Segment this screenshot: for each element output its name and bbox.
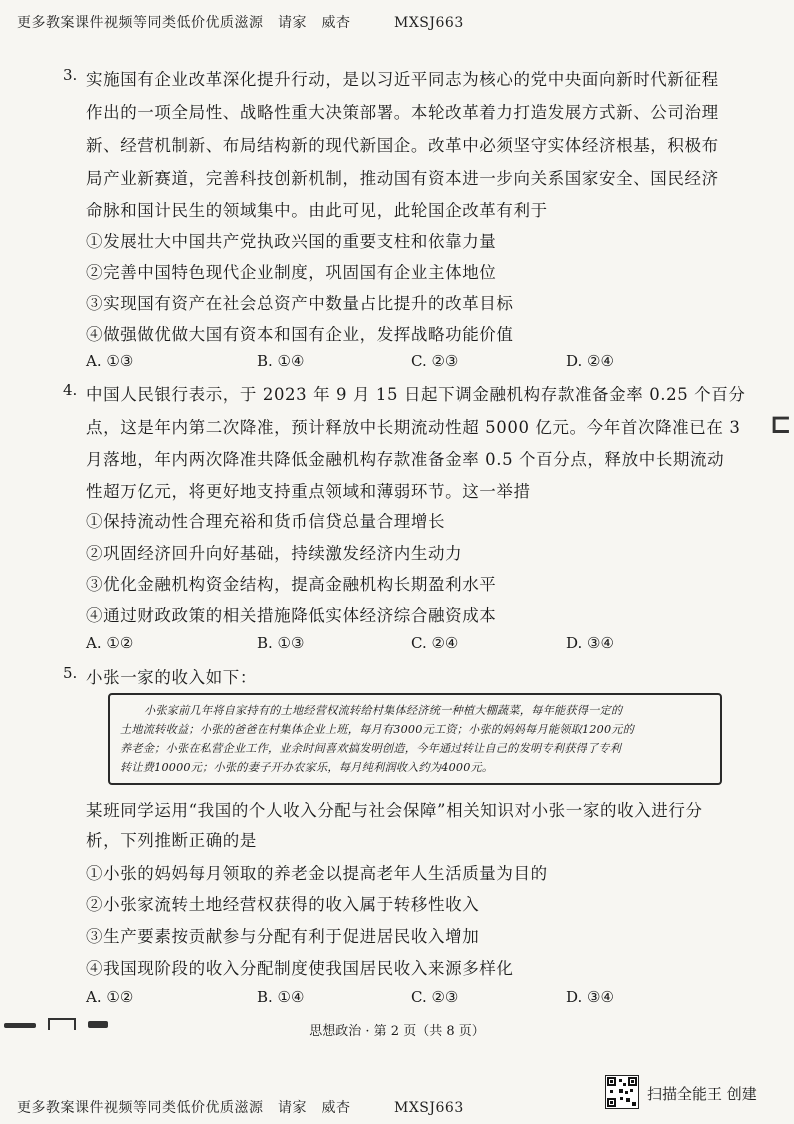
q5-intro: 小张一家的收入如下： <box>86 668 257 687</box>
q3-stem-line: 新、经营机制新、布局结构新的现代新国企。改革中必须坚守实体经济根基，积极布 <box>86 136 719 155</box>
q5-option-b[interactable]: B. ①④ <box>257 988 305 1006</box>
q5-item-3: ③生产要素按贡献参与分配有利于促进居民收入增加 <box>86 927 480 946</box>
q5-option-c[interactable]: C. ②③ <box>411 988 459 1006</box>
q5-box-line: 转让费10000元；小张的妻子开办农家乐，每月纯利润收入约为4000元。 <box>120 761 494 774</box>
q5-number: 5. <box>63 664 78 682</box>
q3-option-b[interactable]: B. ①④ <box>257 352 305 370</box>
q3-option-c[interactable]: C. ②③ <box>411 352 459 370</box>
q3-stem-line: 实施国有企业改革深化提升行动，是以习近平同志为核心的党中央面向新时代新征程 <box>86 70 719 89</box>
q5-item-2: ②小张家流转土地经营权获得的收入属于转移性收入 <box>86 895 480 914</box>
q5-box-line: 小张家前几年将自家持有的土地经营权流转给村集体经济统一种植大棚蔬菜，每年能获得一定的 <box>144 704 623 717</box>
scanner-label: 扫描全能王 创建 <box>647 1085 757 1103</box>
q5-income-box <box>108 693 722 785</box>
q4-item-4: ④通过财政政策的相关措施降低实体经济综合融资成本 <box>86 606 497 625</box>
q4-item-3: ③优化金融机构资金结构，提高金融机构长期盈利水平 <box>86 575 497 594</box>
q4-item-1: ①保持流动性合理充裕和货币信贷总量合理增长 <box>86 512 446 531</box>
q5-stem-line: 某班同学运用“我国的个人收入分配与社会保障”相关知识对小张一家的收入进行分 <box>86 801 703 820</box>
qr-code-icon <box>605 1075 639 1109</box>
q4-number: 4. <box>63 381 78 399</box>
page-footer: 思想政治 · 第 2 页（共 8 页） <box>309 1024 485 1039</box>
q3-option-a[interactable]: A. ①③ <box>86 352 134 370</box>
q3-item-3: ③实现国有资产在社会总资产中数量占比提升的改革目标 <box>86 294 514 313</box>
q4-option-d[interactable]: D. ③④ <box>566 634 614 652</box>
q5-item-1: ①小张的妈妈每月领取的养老金以提高老年人生活质量为目的 <box>86 864 548 883</box>
q5-option-a[interactable]: A. ①② <box>86 988 134 1006</box>
q4-option-b[interactable]: B. ①③ <box>257 634 305 652</box>
footer-banner: 更多教案课件视频等同类低价优质滋源 请家 威杏 MXSJ663 <box>17 1100 464 1116</box>
q3-stem-line: 局产业新赛道，完善科技创新机制，推动国有资本进一步向关系国家安全、国民经济 <box>86 169 719 188</box>
q4-stem-line: 中国人民银行表示，于 2023 年 9 月 15 日起下调金融机构存款准备金率 0.25 个百分 <box>86 385 746 404</box>
q5-box-line: 养老金；小张在私营企业工作，业余时间喜欢搞发明创造，今年通过转让自己的发明专利获得了专利 <box>120 742 622 755</box>
q5-option-d[interactable]: D. ③④ <box>566 988 614 1006</box>
q5-item-4: ④我国现阶段的收入分配制度使我国居民收入来源多样化 <box>86 959 514 978</box>
q3-item-2: ②完善中国特色现代企业制度，巩固国有企业主体地位 <box>86 263 497 282</box>
q4-stem-line: 点，这是年内第二次降准，预计释放中长期流动性超 5000 亿元。今年首次降准已在 3 <box>86 418 741 437</box>
q4-item-2: ②巩固经济回升向好基础，持续激发经济内生动力 <box>86 544 463 563</box>
q3-stem-line: 命脉和国计民生的领域集中。由此可见，此轮国企改革有利于 <box>86 201 548 220</box>
header-banner: 更多教案课件视频等同类低价优质滋源 请家 威杏 MXSJ663 <box>17 15 464 31</box>
q4-stem-line: 月落地，年内两次降准共降低金融机构存款准备金率 0.5 个百分点，释放中长期流动 <box>86 450 725 469</box>
q3-option-d[interactable]: D. ②④ <box>566 352 614 370</box>
q3-item-4: ④做强做优做大国有资本和国有企业，发挥战略功能价值 <box>86 325 514 344</box>
binding-bracket-mark: ⊏ <box>770 410 792 440</box>
q3-number: 3. <box>63 66 78 84</box>
q3-stem-line: 作出的一项全局性、战略性重大决策部署。本轮改革着力打造发展方式新、公司治理 <box>86 103 719 122</box>
q4-stem-line: 性超万亿元，将更好地支持重点领域和薄弱环节。这一举措 <box>86 482 531 501</box>
q3-item-1: ①发展壮大中国共产党执政兴国的重要支柱和依靠力量 <box>86 232 497 251</box>
q5-stem-line: 析，下列推断正确的是 <box>86 831 257 850</box>
q5-box-line: 土地流转收益；小张的爸爸在村集体企业上班，每月有3000元工资；小张的妈妈每月能领取1200元的 <box>120 723 635 736</box>
q4-option-c[interactable]: C. ②④ <box>411 634 459 652</box>
q4-option-a[interactable]: A. ①② <box>86 634 134 652</box>
